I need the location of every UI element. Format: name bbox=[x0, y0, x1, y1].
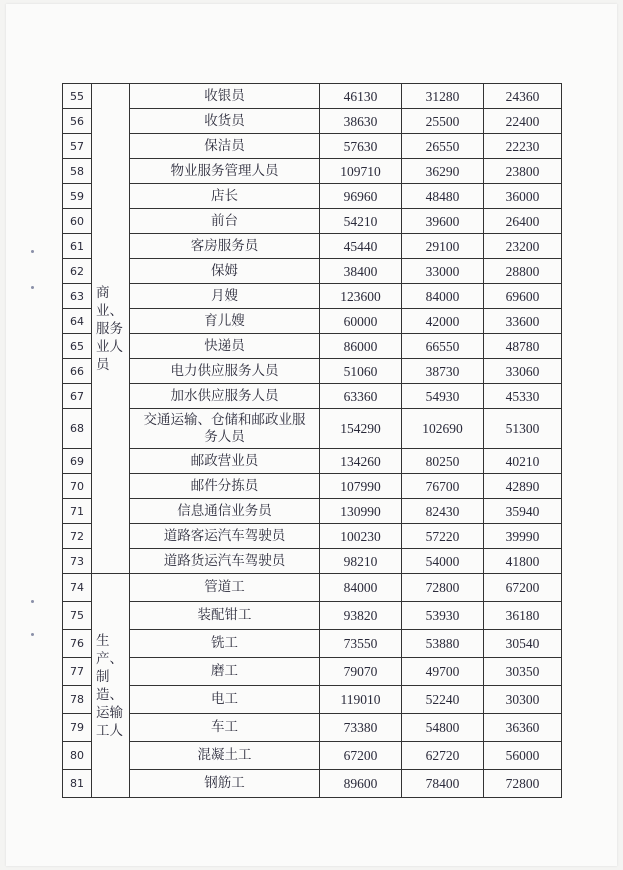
salary-mid: 82430 bbox=[402, 499, 484, 524]
row-number: 70 bbox=[63, 474, 92, 499]
occupation-name: 电工 bbox=[130, 686, 320, 714]
occupation-name: 信息通信业务员 bbox=[130, 499, 320, 524]
table-row bbox=[63, 284, 562, 309]
scan-mark bbox=[31, 250, 34, 253]
salary-mid: 102690 bbox=[402, 409, 484, 449]
salary-low: 36360 bbox=[484, 714, 562, 742]
salary-low: 69600 bbox=[484, 284, 562, 309]
category-cell: 商业、服务业人员 bbox=[92, 84, 130, 574]
scan-mark bbox=[31, 633, 34, 636]
occupation-name: 道路货运汽车驾驶员 bbox=[130, 549, 320, 574]
salary-high: 79070 bbox=[320, 658, 402, 686]
occupation-name: 道路客运汽车驾驶员 bbox=[130, 524, 320, 549]
row-number: 73 bbox=[63, 549, 92, 574]
occupation-name: 保洁员 bbox=[130, 134, 320, 159]
salary-high: 57630 bbox=[320, 134, 402, 159]
salary-mid: 29100 bbox=[402, 234, 484, 259]
table-row bbox=[63, 309, 562, 334]
occupation-name: 交通运输、仓储和邮政业服务人员 bbox=[130, 409, 320, 449]
salary-low: 23800 bbox=[484, 159, 562, 184]
row-number: 59 bbox=[63, 184, 92, 209]
salary-low: 30350 bbox=[484, 658, 562, 686]
salary-low: 35940 bbox=[484, 499, 562, 524]
occupation-name: 收货员 bbox=[130, 109, 320, 134]
salary-low: 56000 bbox=[484, 742, 562, 770]
salary-high: 130990 bbox=[320, 499, 402, 524]
salary-mid: 54930 bbox=[402, 384, 484, 409]
salary-mid: 57220 bbox=[402, 524, 484, 549]
salary-mid: 25500 bbox=[402, 109, 484, 134]
table-row bbox=[63, 109, 562, 134]
occupation-name: 客房服务员 bbox=[130, 234, 320, 259]
table-row bbox=[63, 409, 562, 449]
occupation-name: 物业服务管理人员 bbox=[130, 159, 320, 184]
row-number: 79 bbox=[63, 714, 92, 742]
salary-high: 73380 bbox=[320, 714, 402, 742]
salary-mid: 48480 bbox=[402, 184, 484, 209]
salary-low: 72800 bbox=[484, 770, 562, 798]
occupation-name: 收银员 bbox=[130, 84, 320, 109]
table-row bbox=[63, 474, 562, 499]
row-number: 65 bbox=[63, 334, 92, 359]
table-row bbox=[63, 234, 562, 259]
salary-high: 84000 bbox=[320, 574, 402, 602]
row-number: 57 bbox=[63, 134, 92, 159]
row-number: 55 bbox=[63, 84, 92, 109]
occupation-name: 快递员 bbox=[130, 334, 320, 359]
salary-high: 98210 bbox=[320, 549, 402, 574]
salary-mid: 53880 bbox=[402, 630, 484, 658]
table-row bbox=[63, 742, 562, 770]
salary-low: 48780 bbox=[484, 334, 562, 359]
salary-high: 89600 bbox=[320, 770, 402, 798]
salary-mid: 49700 bbox=[402, 658, 484, 686]
salary-high: 154290 bbox=[320, 409, 402, 449]
occupation-name: 管道工 bbox=[130, 574, 320, 602]
table-row bbox=[63, 499, 562, 524]
salary-mid: 26550 bbox=[402, 134, 484, 159]
salary-mid: 31280 bbox=[402, 84, 484, 109]
salary-low: 30300 bbox=[484, 686, 562, 714]
row-number: 74 bbox=[63, 574, 92, 602]
salary-high: 86000 bbox=[320, 334, 402, 359]
occupation-name: 加水供应服务人员 bbox=[130, 384, 320, 409]
salary-low: 39990 bbox=[484, 524, 562, 549]
salary-high: 67200 bbox=[320, 742, 402, 770]
salary-high: 38630 bbox=[320, 109, 402, 134]
table-row bbox=[63, 714, 562, 742]
table-row bbox=[63, 184, 562, 209]
salary-low: 36180 bbox=[484, 602, 562, 630]
salary-mid: 36290 bbox=[402, 159, 484, 184]
category-cell: 生产、制造、运输工人 bbox=[92, 574, 130, 798]
salary-high: 46130 bbox=[320, 84, 402, 109]
row-number: 56 bbox=[63, 109, 92, 134]
salary-mid: 39600 bbox=[402, 209, 484, 234]
occupation-name: 保姆 bbox=[130, 259, 320, 284]
salary-high: 119010 bbox=[320, 686, 402, 714]
salary-high: 63360 bbox=[320, 384, 402, 409]
salary-low: 41800 bbox=[484, 549, 562, 574]
salary-mid: 53930 bbox=[402, 602, 484, 630]
salary-low: 42890 bbox=[484, 474, 562, 499]
salary-mid: 54000 bbox=[402, 549, 484, 574]
salary-low: 45330 bbox=[484, 384, 562, 409]
salary-high: 123600 bbox=[320, 284, 402, 309]
occupation-name: 装配钳工 bbox=[130, 602, 320, 630]
occupation-name: 邮件分拣员 bbox=[130, 474, 320, 499]
row-number: 78 bbox=[63, 686, 92, 714]
table-row bbox=[63, 449, 562, 474]
salary-high: 134260 bbox=[320, 449, 402, 474]
row-number: 77 bbox=[63, 658, 92, 686]
salary-low: 30540 bbox=[484, 630, 562, 658]
occupation-name: 钢筋工 bbox=[130, 770, 320, 798]
row-number: 80 bbox=[63, 742, 92, 770]
salary-high: 51060 bbox=[320, 359, 402, 384]
salary-low: 23200 bbox=[484, 234, 562, 259]
table-row bbox=[63, 770, 562, 798]
row-number: 72 bbox=[63, 524, 92, 549]
salary-low: 22400 bbox=[484, 109, 562, 134]
row-number: 64 bbox=[63, 309, 92, 334]
table-row bbox=[63, 630, 562, 658]
salary-low: 24360 bbox=[484, 84, 562, 109]
salary-mid: 78400 bbox=[402, 770, 484, 798]
salary-low: 22230 bbox=[484, 134, 562, 159]
salary-mid: 84000 bbox=[402, 284, 484, 309]
row-number: 69 bbox=[63, 449, 92, 474]
salary-low: 33060 bbox=[484, 359, 562, 384]
table-row bbox=[63, 84, 562, 109]
salary-mid: 42000 bbox=[402, 309, 484, 334]
salary-high: 93820 bbox=[320, 602, 402, 630]
occupation-name: 铣工 bbox=[130, 630, 320, 658]
row-number: 67 bbox=[63, 384, 92, 409]
salary-low: 28800 bbox=[484, 259, 562, 284]
salary-mid: 66550 bbox=[402, 334, 484, 359]
table-row bbox=[63, 209, 562, 234]
scan-mark bbox=[31, 600, 34, 603]
salary-high: 38400 bbox=[320, 259, 402, 284]
table-row bbox=[63, 384, 562, 409]
occupation-name: 店长 bbox=[130, 184, 320, 209]
row-number: 75 bbox=[63, 602, 92, 630]
table-row bbox=[63, 134, 562, 159]
occupation-name: 车工 bbox=[130, 714, 320, 742]
salary-low: 36000 bbox=[484, 184, 562, 209]
salary-mid: 62720 bbox=[402, 742, 484, 770]
salary-high: 54210 bbox=[320, 209, 402, 234]
salary-high: 45440 bbox=[320, 234, 402, 259]
occupation-name: 前台 bbox=[130, 209, 320, 234]
salary-low: 51300 bbox=[484, 409, 562, 449]
salary-high: 73550 bbox=[320, 630, 402, 658]
salary-low: 40210 bbox=[484, 449, 562, 474]
table-row bbox=[63, 658, 562, 686]
salary-mid: 52240 bbox=[402, 686, 484, 714]
scan-mark bbox=[31, 286, 34, 289]
table-row bbox=[63, 259, 562, 284]
table-row bbox=[63, 359, 562, 384]
salary-high: 96960 bbox=[320, 184, 402, 209]
table-row bbox=[63, 602, 562, 630]
row-number: 68 bbox=[63, 409, 92, 449]
salary-table bbox=[62, 83, 562, 798]
occupation-name: 混凝土工 bbox=[130, 742, 320, 770]
salary-high: 109710 bbox=[320, 159, 402, 184]
row-number: 58 bbox=[63, 159, 92, 184]
table-row bbox=[63, 524, 562, 549]
table-row bbox=[63, 159, 562, 184]
occupation-name: 育儿嫂 bbox=[130, 309, 320, 334]
table-row bbox=[63, 549, 562, 574]
salary-high: 107990 bbox=[320, 474, 402, 499]
row-number: 71 bbox=[63, 499, 92, 524]
salary-mid: 54800 bbox=[402, 714, 484, 742]
table-row bbox=[63, 334, 562, 359]
occupation-name: 磨工 bbox=[130, 658, 320, 686]
row-number: 62 bbox=[63, 259, 92, 284]
salary-mid: 33000 bbox=[402, 259, 484, 284]
salary-high: 100230 bbox=[320, 524, 402, 549]
table-row bbox=[63, 574, 562, 602]
salary-low: 33600 bbox=[484, 309, 562, 334]
salary-mid: 38730 bbox=[402, 359, 484, 384]
salary-mid: 80250 bbox=[402, 449, 484, 474]
row-number: 76 bbox=[63, 630, 92, 658]
salary-low: 67200 bbox=[484, 574, 562, 602]
occupation-name: 月嫂 bbox=[130, 284, 320, 309]
salary-mid: 76700 bbox=[402, 474, 484, 499]
table-row bbox=[63, 686, 562, 714]
occupation-name: 电力供应服务人员 bbox=[130, 359, 320, 384]
row-number: 63 bbox=[63, 284, 92, 309]
occupation-name: 邮政营业员 bbox=[130, 449, 320, 474]
salary-mid: 72800 bbox=[402, 574, 484, 602]
row-number: 60 bbox=[63, 209, 92, 234]
salary-low: 26400 bbox=[484, 209, 562, 234]
row-number: 61 bbox=[63, 234, 92, 259]
salary-high: 60000 bbox=[320, 309, 402, 334]
row-number: 66 bbox=[63, 359, 92, 384]
row-number: 81 bbox=[63, 770, 92, 798]
